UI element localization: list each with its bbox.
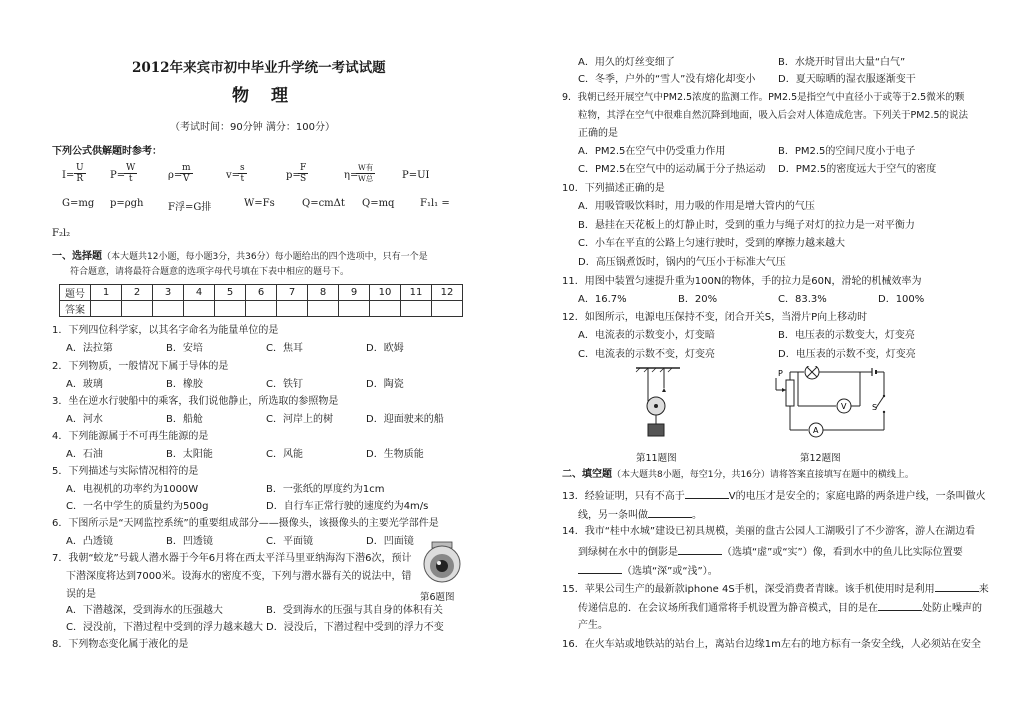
question-7-line-1: 7．我朝“蛟龙”号载人潜水器于今年6月将在西太平洋马里亚纳海沟下潜6次，预计 (52, 553, 412, 564)
q5-option-b: B．一张纸的厚度约为1cm (266, 484, 385, 495)
formula-lever-continued: F₂l₂ (52, 228, 71, 239)
q4-option-b: B．太阳能 (166, 449, 213, 460)
formula-electric-power: P=UI (402, 170, 430, 181)
formula-power: P= (110, 170, 126, 181)
q7-option-c: C．浸没前，下潜过程中受到的浮力越来越大 (66, 622, 263, 633)
answer-cell[interactable] (153, 301, 184, 317)
q7-option-a: A．下潜越深，受到海水的压强越大 (66, 605, 223, 616)
formula-ohm-frac: $\frac{U}{R}$ (76, 163, 84, 184)
formula-ohm: I= (62, 170, 75, 181)
answer-table-number: 12 (432, 285, 463, 301)
question-7-line-3: 误的是 (66, 589, 96, 600)
question-4: 4．下列能源属于不可再生能源的是 (52, 431, 209, 442)
question-9-line-1: 9．我朝已经开展空气中PM2.5浓度的监测工作。PM2.5是指空气中直径小于或等于2.5微米的颗 (562, 92, 965, 103)
q11-option-d: D．100% (878, 294, 925, 305)
formula-efficiency-frac: W有 W总 (358, 163, 374, 183)
section1-heading: 一、选择题 (52, 251, 102, 262)
slider-label: P (778, 369, 783, 378)
answer-table-answer-row (60, 301, 463, 317)
formula-velocity: v= (226, 170, 241, 181)
answer-table-number: 10 (370, 285, 401, 301)
answer-cell[interactable] (432, 301, 463, 317)
circuit-figure (772, 366, 902, 446)
q6-option-c: C．平面镜 (266, 536, 313, 547)
answer-cell[interactable] (339, 301, 370, 317)
q11-option-b: B．20% (678, 294, 718, 305)
q9-option-a: A．PM2.5在空气中仍受重力作用 (578, 146, 726, 157)
q14-text-1: 到绿树在水中的倒影是 (578, 547, 678, 558)
formula-lever: F₁l₁ = (420, 198, 450, 209)
q4-option-d: D．生物质能 (366, 449, 424, 460)
formula-pressure: p= (286, 170, 301, 181)
question-13-line-2 (578, 508, 702, 522)
section1-heading-line (52, 251, 428, 263)
formula-heat: Q=cmΔt (302, 198, 345, 209)
pulley-figure (634, 366, 682, 444)
q10-option-d: D．高压锅煮饭时，锅内的气压小于标准大气压 (578, 257, 786, 268)
question-12: 12．如图所示，电源电压保持不变，闭合开关S，当滑片P向上移动时 (562, 312, 868, 323)
q2-option-b: B．橡胶 (166, 379, 203, 390)
q15-blank-1[interactable] (935, 582, 979, 592)
q4-option-a: A．石油 (66, 449, 103, 460)
answer-table-number: 9 (339, 285, 370, 301)
formula-intro: 下列公式供解题时参考： (52, 146, 162, 157)
section2-instructions: （本大题共8小题，每空1分，共16分）请将答案直接填写在题中的横线上。 (612, 470, 914, 480)
section2-heading: 二、填空题 (562, 469, 612, 480)
q2-option-d: D．陶瓷 (366, 379, 404, 390)
q3-option-c: C．河岸上的树 (266, 414, 333, 425)
answer-cell[interactable] (184, 301, 215, 317)
question-9-line-3: 正确的是 (578, 128, 618, 139)
q5-option-c: C．一名中学生的质量约为500g (66, 501, 209, 512)
question-15-line-2 (578, 601, 982, 615)
figure-11-caption: 第11题图 (636, 453, 677, 464)
q12-option-a: A．电流表的示数变小，灯变暗 (578, 330, 715, 341)
q5-option-a: A．电视机的功率约为1000W (66, 484, 199, 495)
answer-table-label: 题号 (60, 285, 91, 301)
voltmeter-label: V (841, 402, 847, 411)
answer-cell[interactable] (277, 301, 308, 317)
answer-cell[interactable] (246, 301, 277, 317)
section1-instructions: （本大题共12小题，每小题3分，共36分）每小题给出的四个选项中，只有一个是 (102, 252, 428, 262)
q8-option-c: C．冬季，户外的“雪人”没有熔化却变小 (578, 74, 756, 85)
question-2: 2．下列物质，一般情况下属于导体的是 (52, 361, 229, 372)
question-14-line-1: 14．我市“桂中水城”建设已初具规模，美丽的盘古公园人工湖吸引了不少游客，游人在湖边看 (562, 526, 976, 537)
q12-option-b: B．电压表的示数变大，灯变亮 (778, 330, 915, 341)
question-10: 10．下列描述正确的是 (562, 183, 665, 194)
q10-option-c: C．小车在平直的公路上匀速行驶时，受到的摩擦力越来越大 (578, 238, 845, 249)
q1-option-b: B．安培 (166, 343, 203, 354)
question-14-line-2 (578, 545, 963, 559)
q13-text-3: 线，另一条叫做 (578, 510, 648, 521)
question-11: 11．用图中装置匀速提升重为100N的物体，手的拉力是60N，滑轮的机械效率为 (562, 276, 922, 287)
q11-option-c: C．83.3% (778, 294, 827, 305)
formula-power-frac: $\frac{W}{t}$ (126, 163, 136, 184)
answer-cell[interactable] (91, 301, 122, 317)
q6-option-a: A．凸透镜 (66, 536, 113, 547)
q1-option-c: C．焦耳 (266, 343, 303, 354)
question-1: 1．下列四位科学家，以其名字命名为能量单位的是 (52, 325, 279, 336)
formula-density: ρ= (168, 170, 183, 181)
answer-table-number-row (60, 285, 463, 301)
q3-option-d: D．迎面驶来的船 (366, 414, 444, 425)
question-13-line-1 (562, 489, 986, 503)
answer-table (59, 284, 463, 317)
q13-text-2: V的电压才是安全的；家庭电路的两条进户线，一条叫做火 (728, 491, 986, 502)
q9-option-d: D．PM2.5的密度远大于空气的密度 (778, 164, 937, 175)
answer-cell[interactable] (370, 301, 401, 317)
question-3: 3．坐在逆水行驶船中的乘客，我们说他静止，所选取的参照物是 (52, 396, 339, 407)
q14-blank-2[interactable] (578, 564, 622, 574)
exam-title: 2012年来宾市初中毕业升学统一考试试题 (132, 60, 386, 76)
answer-cell[interactable] (215, 301, 246, 317)
formula-liquid-pressure: p=ρgh (110, 198, 144, 209)
camera-figure (420, 540, 464, 588)
question-15-line-3: 产生。 (578, 620, 608, 631)
section1-instructions-2: 符合题意，请将最符合题意的选项字母代号填在下表中相应的题号下。 (70, 267, 350, 277)
q12-option-d: D．电压表的示数不变，灯变亮 (778, 349, 916, 360)
answer-table-number: 6 (246, 285, 277, 301)
q6-option-b: B．凹透镜 (166, 536, 213, 547)
figure-6-caption: 第6题图 (420, 592, 455, 603)
q11-option-a: A．16.7% (578, 294, 627, 305)
q15-text-3: 传递信息的．在会议场所我们通常将手机设置为静音模式，目的是在 (578, 603, 878, 614)
q9-option-c: C．PM2.5在空气中的运动属于分子热运动 (578, 164, 766, 175)
q15-text-1: 15．苹果公司生产的最新款iphone 4S手机，深受消费者青睐。该手机使用时是利用 (562, 584, 935, 595)
question-6: 6．下图所示是“天网监控系统”的重要组成部分——摄像头，该摄像头的主要光学部件是 (52, 518, 439, 529)
answer-table-number: 2 (122, 285, 153, 301)
question-15-line-1 (562, 582, 989, 596)
answer-table-number: 1 (91, 285, 122, 301)
subject-title: 物理 (232, 86, 310, 106)
figure-12-caption: 第12题图 (800, 453, 841, 464)
q2-option-a: A．玻璃 (66, 379, 103, 390)
answer-cell[interactable] (401, 301, 432, 317)
section2-heading-line (562, 469, 914, 481)
ammeter-label: A (813, 426, 819, 435)
question-8: 8．下列物态变化属于液化的是 (52, 639, 189, 650)
formula-density-frac: $\frac{m}{V}$ (182, 163, 191, 184)
q10-option-b: B．悬挂在天花板上的灯静止时，受到的重力与绳子对灯的拉力是一对平衡力 (578, 220, 915, 231)
q13-text-1: 13．经验证明，只有不高于 (562, 491, 685, 502)
q14-text-3: （选填“深”或“浅”）。 (622, 566, 718, 577)
answer-table-number: 3 (153, 285, 184, 301)
answer-table-number: 4 (184, 285, 215, 301)
q14-text-2: （选填“虚”或“实”）像，看到水中的鱼儿比实际位置要 (722, 547, 963, 558)
q10-option-a: A．用吸管吸饮料时，用力吸的作用是增大管内的气压 (578, 201, 815, 212)
answer-table-number: 7 (277, 285, 308, 301)
answer-table-number: 11 (401, 285, 432, 301)
question-5: 5．下列描述与实际情况相符的是 (52, 466, 199, 477)
answer-table-number: 5 (215, 285, 246, 301)
q12-option-c: C．电流表的示数不变，灯变亮 (578, 349, 715, 360)
formula-fuel-heat: Q=mq (362, 198, 395, 209)
q9-option-b: B．PM2.5的空间尺度小于电子 (778, 146, 916, 157)
q7-option-b: B．受到海水的压强与其自身的体积有关 (266, 605, 443, 616)
q6-option-d: D．凹面镜 (366, 536, 414, 547)
formula-buoyancy: F浮=G排 (168, 202, 212, 213)
q15-text-2: 来 (978, 584, 989, 595)
formula-work: W=Fs (244, 198, 275, 209)
q15-blank-2[interactable] (878, 601, 922, 611)
exam-info: （考试时间：90分钟 满分：100分） (170, 122, 335, 133)
q1-option-a: A．法拉第 (66, 343, 113, 354)
question-7-line-2: 下潜深度将达到7000米。设海水的密度不变，下列与潜水器有关的说法中，错 (66, 571, 412, 582)
answer-cell[interactable] (308, 301, 339, 317)
answer-table-label: 答案 (60, 301, 91, 317)
answer-table-number: 8 (308, 285, 339, 301)
formula-efficiency: η= (344, 170, 359, 181)
question-9-line-2: 粒物，其浮在空气中很难自然沉降到地面，吸入后会对人体造成危害。下列关于PM2.5的说法 (578, 110, 969, 121)
switch-label: S (872, 403, 878, 412)
question-16: 16．在火车站或地铁站的站台上，离站台边缘1m左右的地方标有一条安全线，人必须站在安全 (562, 639, 981, 650)
q8-option-d: D．夏天晾晒的湿衣服逐渐变干 (778, 74, 916, 85)
q1-option-d: D．欧姆 (366, 343, 404, 354)
q13-blank-2[interactable] (648, 508, 692, 518)
q3-option-a: A．河水 (66, 414, 103, 425)
q4-option-c: C．风能 (266, 449, 303, 460)
q13-text-4: 。 (692, 510, 702, 521)
q3-option-b: B．船舱 (166, 414, 203, 425)
q14-blank-1[interactable] (678, 545, 722, 555)
q5-option-d: D．自行车正常行驶的速度约为4m/s (266, 501, 429, 512)
q13-blank-1[interactable] (685, 489, 729, 499)
formula-velocity-frac: $\frac{s}{t}$ (240, 163, 245, 184)
question-14-line-3 (578, 564, 718, 578)
q2-option-c: C．铁钉 (266, 379, 303, 390)
q7-option-d: D．浸没后，下潜过程中受到的浮力不变 (266, 622, 444, 633)
answer-cell[interactable] (122, 301, 153, 317)
formula-gravity: G=mg (62, 198, 95, 209)
q8-option-a: A．用久的灯丝变细了 (578, 57, 675, 68)
q8-option-b: B．水烧开时冒出大量“白气” (778, 57, 906, 68)
formula-pressure-frac: $\frac{F}{S}$ (300, 163, 307, 184)
q15-text-4: 处防止噪声的 (922, 603, 982, 614)
